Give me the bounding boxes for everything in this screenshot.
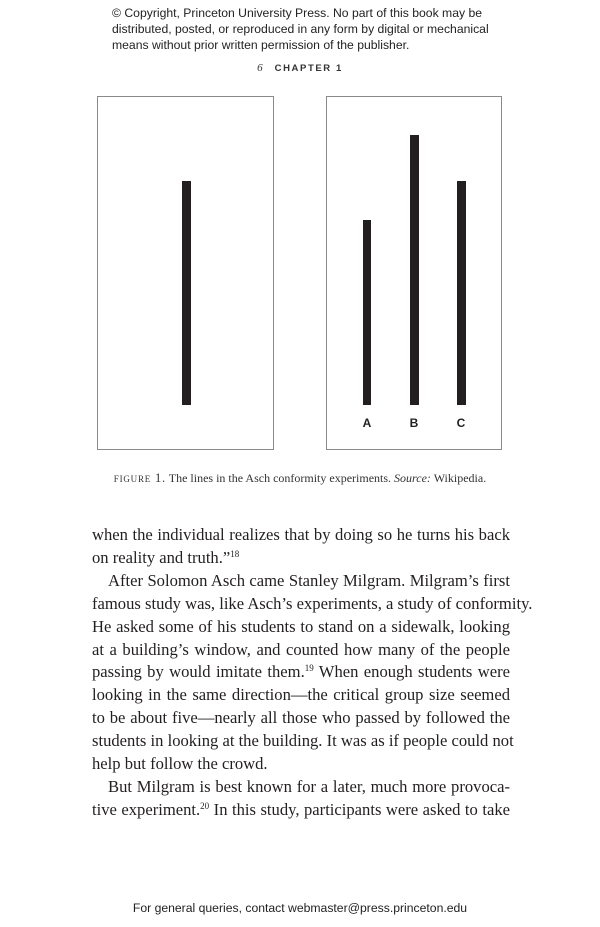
footnote-ref[interactable]: 19 bbox=[304, 663, 314, 674]
comparison-line-c bbox=[457, 181, 466, 405]
comparison-line-b bbox=[410, 135, 419, 405]
caption-source-label: Source: bbox=[394, 471, 431, 485]
text-line: looking in the same direction—the critical group size seemed bbox=[92, 685, 510, 705]
copyright-line: distributed, posted, or reproduced in any form by digital or mechanical bbox=[112, 22, 489, 36]
text-line: help but follow the crowd. bbox=[92, 754, 268, 774]
copyright-line: © Copyright, Princeton University Press. No part of this book may be bbox=[112, 6, 483, 20]
text-line: at a building’s window, and counted how many of the people bbox=[92, 639, 510, 659]
text-line: to be about five—nearly all those who passed by followed the bbox=[92, 708, 510, 728]
caption-source: Wikipedia. bbox=[430, 471, 487, 485]
text-line: students in looking at the building. It was as if people could not bbox=[92, 731, 514, 751]
text-line: passing by would imitate them.$^{19}$ When enough students were bbox=[92, 662, 510, 682]
body-text bbox=[92, 524, 533, 822]
chapter-title: CHAPTER 1 bbox=[274, 63, 343, 74]
text-line: But Milgram is best known for a later, much more provoca- bbox=[108, 776, 510, 796]
footnote-ref[interactable]: 20 bbox=[200, 800, 210, 811]
text-line: when the individual realizes that by doing so he turns his back bbox=[92, 525, 510, 544]
text-line: on reality and truth.”$^{18}$ bbox=[92, 547, 240, 567]
page-number: 6 bbox=[257, 62, 263, 74]
copyright-line: means without prior written permission of the publisher. bbox=[112, 38, 410, 52]
label-b: B bbox=[409, 416, 419, 430]
text-line: He asked some of his students to stand on a sidewalk, looking bbox=[92, 616, 510, 636]
caption-text: The lines in the Asch conformity experiments. bbox=[165, 471, 395, 485]
footnote-ref[interactable]: 18 bbox=[230, 548, 240, 559]
running-head bbox=[0, 62, 600, 74]
reference-line bbox=[182, 181, 191, 405]
footer-contact: For general queries, contact webmaster@press.princeton.edu bbox=[132, 901, 468, 915]
figure-label: figure 1. bbox=[113, 471, 166, 485]
label-a: A bbox=[362, 416, 372, 430]
text-line: famous study was, like Asch’s experiments, a study of conformity. bbox=[92, 593, 533, 613]
label-c: C bbox=[456, 416, 466, 430]
copyright-notice bbox=[112, 5, 512, 53]
text-line: tive experiment.$^{20}$ In this study, participants were asked to take bbox=[92, 799, 510, 819]
comparison-line-a bbox=[363, 220, 371, 405]
text-line: After Solomon Asch came Stanley Milgram. Milgram’s first bbox=[108, 570, 510, 590]
figure-caption bbox=[0, 471, 600, 486]
